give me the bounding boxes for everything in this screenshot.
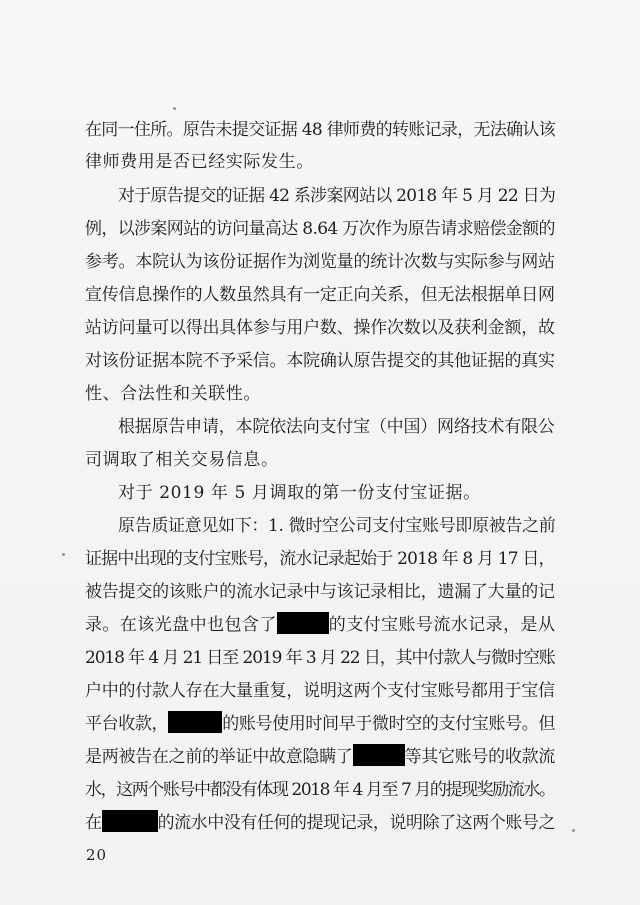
text-line: [85, 611, 555, 639]
redaction-box: [102, 810, 158, 832]
line-text: 被告提交的该账户的流水记录中与该记录相比，遗漏了大量的记: [85, 582, 555, 602]
text-line: [85, 809, 555, 837]
redaction-box: [277, 612, 329, 634]
text-line: [85, 446, 555, 474]
scan-speck: [62, 553, 65, 556]
line-text: 宣传信息操作的人数虽然具有一定正向关系，但无法根据单日网: [85, 285, 555, 305]
text-line: [118, 182, 555, 210]
line-text: 平台收款，: [85, 714, 169, 734]
line-text: 的支付宝账号流水记录，是从: [328, 615, 556, 635]
text-line: [118, 479, 555, 507]
text-line: [85, 545, 555, 573]
line-text: 对于 2019 年 5 月调取的第一份支付宝证据。: [118, 483, 481, 503]
line-text: 对该份证据本院不予采信。本院确认原告提交的其他证据的真实: [85, 351, 555, 371]
text-line: [85, 347, 555, 375]
line-text: 是两被告在之前的举证中故意隐瞒了: [85, 747, 353, 767]
redaction-box: [168, 711, 222, 733]
line-text: 在: [85, 813, 102, 833]
text-line: [118, 512, 555, 540]
text-line: [85, 743, 555, 771]
text-line: [85, 380, 555, 408]
line-text: 录。在该光盘中也包含了: [85, 615, 277, 635]
text-line: [85, 248, 555, 276]
scan-speck: [572, 829, 575, 832]
line-text: 例，以涉案网站的访问量高达 8.64 万次作为原告请求赔偿金额的: [85, 219, 555, 239]
line-text: 2018 年 4 月 21 日至 2019 年 3 月 22 日，其中付款人与微时空账: [85, 648, 555, 668]
text-line: [85, 644, 555, 672]
line-text: 水，这两个账号中都没有体现 2018 年 4 月至 7 月的提现奖励流水。: [85, 780, 555, 800]
text-line: [85, 776, 555, 804]
line-text: 等其它账号的收款流: [404, 747, 556, 767]
line-text: 站访问量可以得出具体参与用户数、操作次数以及获利金额，故: [85, 318, 555, 338]
line-text: 对于原告提交的证据 42 系涉案网站以 2018 年 5 月 22 日为: [118, 186, 556, 206]
text-line: [118, 413, 555, 441]
line-text: 的流水中没有任何的提现记录，说明除了这两个账号之: [157, 813, 556, 833]
line-text: 司调取了相关交易信息。: [85, 450, 279, 470]
text-line: [85, 578, 555, 606]
text-line: [85, 148, 555, 176]
page-number: 20: [86, 846, 108, 864]
text-line: [85, 710, 555, 738]
line-text: 户中的付款人存在大量重复，说明这两个支付宝账号都用于宝信: [85, 681, 555, 701]
text-line: [85, 116, 555, 144]
text-line: [85, 677, 555, 705]
line-text: 在同一住所。原告未提交证据 48 律师费的转账记录，无法确认该: [85, 120, 556, 140]
redaction-box: [353, 744, 405, 766]
line-text: 的账号使用时间早于微时空的支付宝账号。但: [222, 714, 556, 734]
line-text: 律师费用是否已经实际发生。: [85, 152, 314, 172]
line-text: 证据中出现的支付宝账号，流水记录起始于 2018 年 8 月 17 日，: [85, 549, 555, 569]
text-line: [85, 281, 555, 309]
line-text: 原告质证意见如下：1. 微时空公司支付宝账号即原被告之前: [118, 516, 556, 536]
line-text: 参考。本院认为该份证据作为浏览量的统计次数与实际参与网站: [85, 252, 555, 272]
text-line: [85, 314, 555, 342]
line-text: 根据原告申请，本院依法向支付宝（中国）网络技术有限公: [118, 417, 555, 437]
line-text: 性、合法性和关联性。: [85, 384, 261, 404]
scan-speck: [173, 107, 176, 110]
text-line: [85, 215, 555, 243]
